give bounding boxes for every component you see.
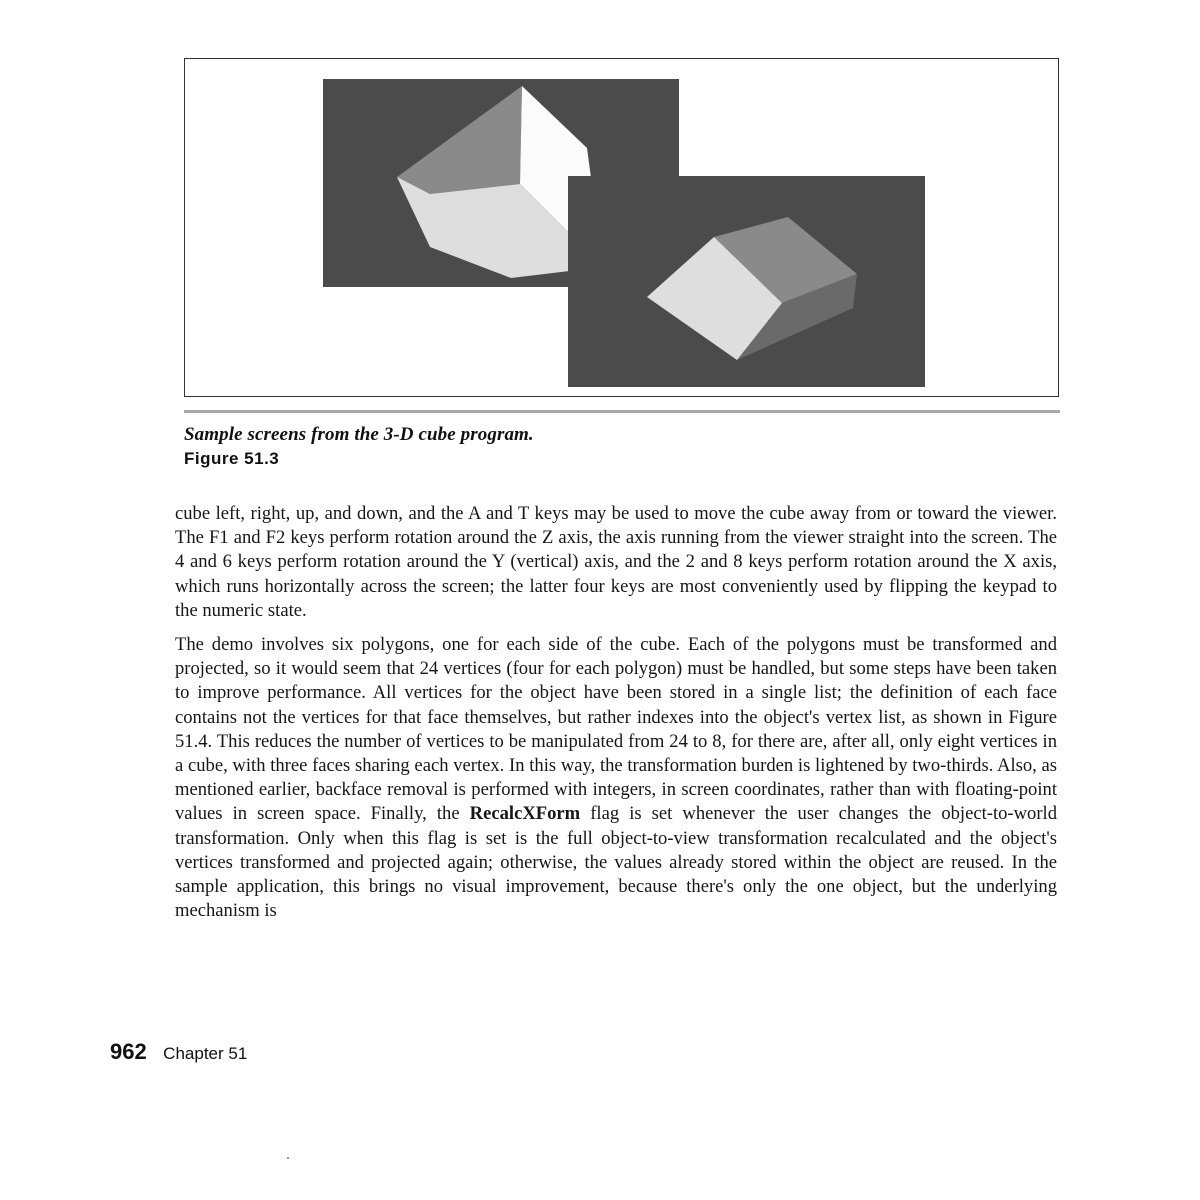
body-text bbox=[175, 502, 1057, 923]
paragraph-2-text-b: flag is set whenever the user changes the object-to-world transformation. Only when this flag is set is the full object-to-view transformation recalculated and the object's vertices transformed and projected again; otherwise, the values already stored within the object are reused. In the sample application, this brings no visual improvement, because there's only the one object, but the underlying mechanism is bbox=[175, 803, 1057, 922]
figure-caption: Sample screens from the 3-D cube program. bbox=[184, 424, 534, 445]
recalcxform-keyword: RecalcXForm bbox=[469, 803, 581, 825]
paragraph-1: cube left, right, up, and down, and the A and T keys may be used to move the cube away from or toward the viewer. The F1 and F2 keys perform rotation around the Z axis, the axis running from the viewer straight into the screen. The 4 and 6 keys perform rotation around the Y (vertical) axis, and the 2 and 8 keys perform rotation around the X axis, which runs horizontally across the screen; the latter four keys are most conveniently used by flipping the keypad to the numeric state. bbox=[175, 503, 1057, 621]
paragraph-2 bbox=[175, 633, 1057, 923]
page-number: 962 bbox=[110, 1039, 147, 1064]
chapter-label: Chapter 51 bbox=[163, 1044, 248, 1063]
figure-label: Figure 51.3 bbox=[184, 449, 280, 468]
figure-frame bbox=[184, 58, 1059, 397]
page-footer bbox=[110, 1039, 247, 1065]
paragraph-2-text-a: The demo involves six polygons, one for each side of the cube. Each of the polygons must be transformed and projected, so it would seem that 24 vertices (four for each polygon) must be handled, but some steps have been taken to improve performance. All vertices for the object have been stored in a single list; the definition of each face contains not the vertices for that face themselves, but rather indexes into the object's vertex list, as shown in Figure 51.4. This reduces the number of vertices to be manipulated from 24 to 8, for there are, after all, only eight vertices in a cube, with three faces sharing each vertex. In this way, the transformation burden is lightened by two-thirds. Also, as mentioned earlier, backface removal is performed with integers, in screen coordinates, rather than with floating-point values in screen space. Finally, the bbox=[175, 634, 1057, 825]
scan-speck bbox=[287, 1157, 289, 1159]
cube-screens-illustration bbox=[185, 59, 1060, 398]
caption-rule bbox=[184, 410, 1060, 413]
